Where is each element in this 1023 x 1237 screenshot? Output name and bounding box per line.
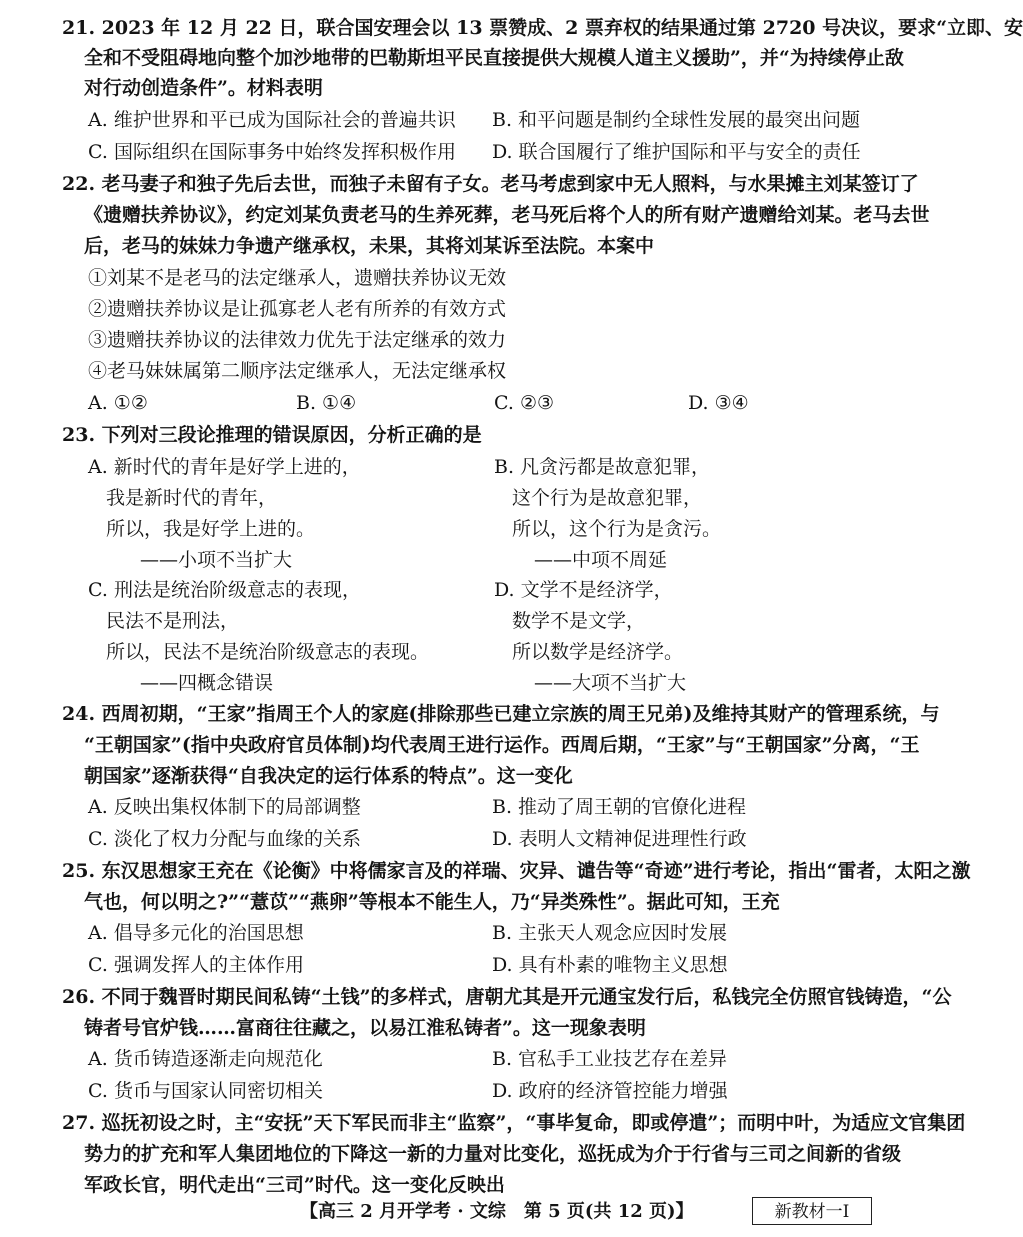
option-b: B. 推动了周王朝的官僚化进程 — [492, 796, 747, 818]
error-analysis: ——小项不当扩大 — [140, 549, 293, 571]
option-d: D. 表明人文精神促进理性行政 — [492, 828, 747, 850]
option-c: C. ②③ — [494, 392, 555, 414]
question-stem-line: 22. 老马妻子和独子先后去世，而独子未留有子女。老马考虑到家中无人照料，与水果摊主刘某签订了 — [62, 173, 919, 195]
syllogism-line: 所以，民法不是统治阶级意志的表现。 — [106, 641, 430, 663]
option-b: B. 官私手工业技艺存在差异 — [492, 1048, 728, 1070]
question-stem-line: 《遗赠扶养协议》，约定刘某负责老马的生养死葬，老马死后将个人的所有财产遗赠给刘某。老马去世 — [84, 204, 930, 226]
option-b: B. 和平问题是制约全球性发展的最突出问题 — [492, 109, 861, 131]
option-b: B. ①④ — [296, 392, 357, 414]
syllogism-line: 所以，我是好学上进的。 — [106, 518, 316, 540]
question-stem-line: 27. 巡抚初设之时，主“安抚”天下军民而非主“监察”，“事毕复命，即或停遣”；而明中叶，为适应文官集团 — [62, 1112, 966, 1134]
question-stem-line: 气也，何以明之?”“薏苡”“燕卵”等根本不能生人，乃“异类殊性”。据此可知，王充 — [84, 891, 780, 913]
statement-item: ②遗赠扶养协议是让孤寡老人老有所养的有效方式 — [88, 298, 507, 320]
option-d: D. 具有朴素的唯物主义思想 — [492, 954, 728, 976]
syllogism-line: 民法不是刑法， — [106, 610, 240, 632]
question-stem-line: 25. 东汉思想家王充在《论衡》中将儒家言及的祥瑞、灾异、谴告等“奇迹”进行考论，指出“雷者，太阳之激 — [62, 860, 971, 882]
error-analysis: ——四概念错误 — [140, 672, 274, 694]
edition-badge: 新教材一Ⅰ — [752, 1197, 872, 1225]
question-stem-line: 对行动创造条件”。材料表明 — [84, 77, 323, 99]
question-stem-line: 26. 不同于魏晋时期民间私铸“土钱”的多样式，唐朝尤其是开元通宝发行后，私钱完全仿照官钱铸造，“公 — [62, 986, 952, 1008]
syllogism-line: D. 文学不是经济学， — [494, 579, 673, 601]
option-a: A. 反映出集权体制下的局部调整 — [88, 796, 361, 818]
option-c: C. 货币与国家认同密切相关 — [88, 1080, 323, 1102]
option-d: D. ③④ — [688, 392, 749, 414]
option-c: C. 淡化了权力分配与血缘的关系 — [88, 828, 361, 850]
statement-item: ④老马妹妹属第二顺序法定继承人，无法定继承权 — [88, 360, 507, 382]
error-analysis: ——大项不当扩大 — [534, 672, 687, 694]
page-footer: 【高三 2 月开学考 · 文综 第 5 页(共 12 页)】 — [300, 1201, 694, 1222]
question-stem-line: 势力的扩充和军人集团地位的下降这一新的力量对比变化，巡抚成为介于行省与三司之间新的省级 — [84, 1143, 902, 1165]
question-stem-line: 23. 下列对三段论推理的错误原因，分析正确的是 — [62, 424, 482, 446]
question-stem-line: 21. 2023 年 12 月 22 日，联合国安理会以 13 票赞成、2 票弃权的结果通过第 2720 号决议，要求“立即、安 — [62, 17, 1023, 39]
question-stem-line: 铸者号官炉钱……富商往往藏之，以易江淮私铸者”。这一现象表明 — [84, 1017, 646, 1039]
option-a: A. 维护世界和平已成为国际社会的普遍共识 — [88, 109, 456, 131]
option-b: B. 主张天人观念应因时发展 — [492, 922, 728, 944]
statement-item: ①刘某不是老马的法定继承人，遗赠扶养协议无效 — [88, 267, 507, 289]
syllogism-line: C. 刑法是统治阶级意志的表现， — [88, 579, 361, 601]
question-stem-line: 朝国家”逐渐获得“自我决定的运行体系的特点”。这一变化 — [84, 765, 573, 787]
question-stem-line: 后，老马的妹妹力争遗产继承权，未果，其将刘某诉至法院。本案中 — [84, 235, 655, 257]
syllogism-line: A. 新时代的青年是好学上进的， — [88, 456, 361, 478]
option-d: D. 政府的经济管控能力增强 — [492, 1080, 728, 1102]
option-a: A. 货币铸造逐渐走向规范化 — [88, 1048, 323, 1070]
option-d: D. 联合国履行了维护国际和平与安全的责任 — [492, 141, 861, 163]
question-stem-line: 全和不受阻碍地向整个加沙地带的巴勒斯坦平民直接提供大规模人道主义援助”，并“为持续停止敌 — [84, 47, 904, 69]
question-stem-line: 24. 西周初期，“王家”指周王个人的家庭(排除那些已建立宗族的周王兄弟)及维持其财产的管理系统，与 — [62, 703, 940, 725]
statement-item: ③遗赠扶养协议的法律效力优先于法定继承的效力 — [88, 329, 507, 351]
syllogism-line: 所以，这个行为是贪污。 — [512, 518, 722, 540]
option-c: C. 国际组织在国际事务中始终发挥积极作用 — [88, 141, 456, 163]
option-a: A. ①② — [88, 392, 148, 414]
syllogism-line: 所以数学是经济学。 — [512, 641, 684, 663]
option-a: A. 倡导多元化的治国思想 — [88, 922, 304, 944]
syllogism-line: B. 凡贪污都是故意犯罪， — [494, 456, 711, 478]
question-stem-line: 军政长官，明代走出“三司”时代。这一变化反映出 — [84, 1174, 505, 1196]
syllogism-line: 我是新时代的青年， — [106, 487, 278, 509]
syllogism-line: 数学不是文学， — [512, 610, 646, 632]
error-analysis: ——中项不周延 — [534, 549, 668, 571]
option-c: C. 强调发挥人的主体作用 — [88, 954, 304, 976]
question-stem-line: “王朝国家”(指中央政府官员体制)均代表周王进行运作。西周后期，“王家”与“王朝国家”分离，“王 — [84, 734, 920, 756]
syllogism-line: 这个行为是故意犯罪， — [512, 487, 703, 509]
